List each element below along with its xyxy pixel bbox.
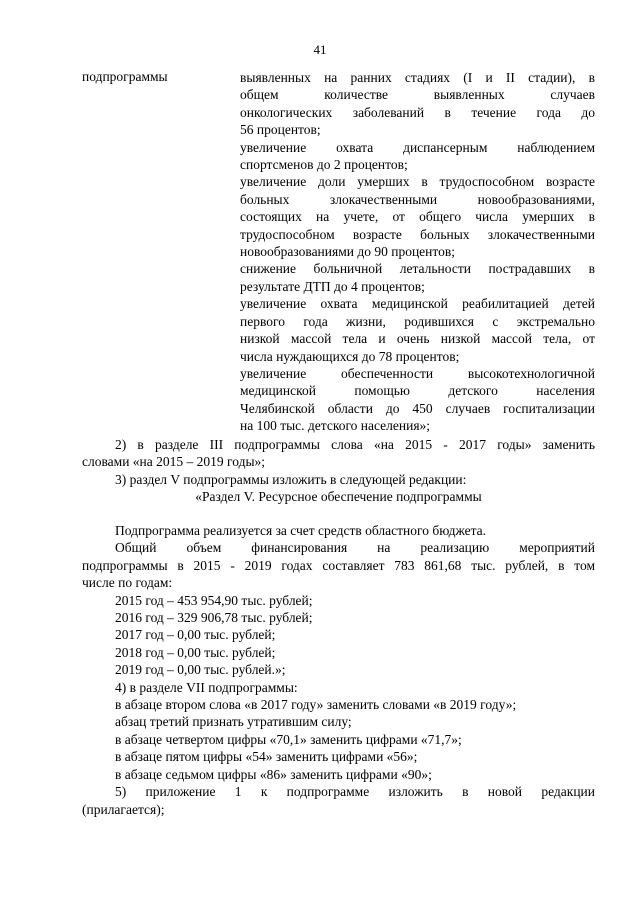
text-line: трудоспособном возрасте больных злокачественными — [240, 226, 595, 242]
text-line: 56 процентов; — [240, 122, 321, 138]
text-line: первого года жизни, родившихся с экстремально — [240, 313, 595, 329]
text-line: медицинской помощью детского населения — [240, 383, 595, 399]
paragraph-line: 2018 год – 0,00 тыс. рублей; — [115, 644, 276, 660]
paragraph-line: числе по годам: — [82, 575, 173, 591]
paragraph-line: словами «на 2015 – 2019 годы»; — [82, 454, 266, 470]
text-line: увеличение обеспеченности высокотехнологичной — [240, 365, 595, 381]
paragraph-line: Общий объем финансирования на реализацию мероприятий — [115, 540, 595, 556]
paragraph-line: 2016 год – 329 906,78 тыс. рублей; — [115, 610, 313, 626]
paragraph-line: 5) приложение 1 к подпрограмме изложить в новой редакции — [115, 784, 595, 800]
paragraph-line: Подпрограмма реализуется за счет средств областного бюджета. — [115, 523, 487, 538]
left-column-label: подпрограммы — [82, 69, 168, 84]
paragraph-line: в абзаце четвертом цифры «70,1» заменить цифрами «71,7»; — [115, 731, 462, 747]
text-line: общем количестве выявленных случаев — [240, 87, 595, 103]
text-line: онкологических заболеваний в течение года до — [240, 104, 595, 120]
amendment-block-2 — [82, 522, 595, 818]
paragraph-line: в абзаце пятом цифры «54» заменить цифрами «56»; — [115, 749, 418, 765]
text-line: выявленных на ранних стадиях (I и II стадии), в — [240, 70, 595, 85]
paragraph-line: абзац третий признать утратившим силу; — [115, 714, 352, 730]
text-line: увеличение охвата медицинской реабилитацией детей — [240, 296, 595, 312]
page-number: 41 — [313, 42, 327, 57]
paragraph-line: 2017 год – 0,00 тыс. рублей; — [115, 627, 276, 643]
paragraph-line: в абзаце седьмом цифры «86» заменить цифрами «90»; — [115, 766, 432, 782]
text-line: низкой массой тела и очень низкой массой тела, от — [240, 331, 595, 347]
section-heading: «Раздел V. Ресурсное обеспечение подпрограммы — [195, 489, 482, 504]
paragraph-line: (прилагается); — [82, 801, 165, 817]
text-line: увеличение охвата диспансерным наблюдением — [240, 139, 595, 155]
text-line: больных злокачественными новообразованиями, — [240, 191, 595, 207]
paragraph-line: 2015 год – 453 954,90 тыс. рублей; — [115, 592, 313, 608]
paragraph-line: 2019 год – 0,00 тыс. рублей.»; — [115, 662, 286, 678]
paragraph-line: 4) в разделе VII подпрограммы: — [115, 679, 298, 695]
text-line: снижение больничной летальности пострадавших в — [240, 261, 595, 277]
paragraph-line: в абзаце втором слова «в 2017 году» заменить словами «в 2019 году»; — [115, 697, 517, 713]
text-line: спортсменов до 2 процентов; — [240, 157, 408, 173]
text-line: увеличение доли умерших в трудоспособном возрасте — [240, 174, 595, 190]
right-column-text — [240, 69, 595, 435]
text-line: результате ДТП до 4 процентов; — [240, 278, 425, 294]
text-line: новообразованиями до 90 процентов; — [240, 244, 455, 260]
text-line: состоящих на учете, от общего числа умерших в — [240, 209, 595, 225]
paragraph-line: подпрограммы в 2015 - 2019 годах составляет 783 861,68 тыс. рублей, в том — [82, 557, 595, 573]
amendment-block-1 — [82, 436, 595, 488]
paragraph-line: 2) в разделе III подпрограммы слова «на 2015 - 2017 годы» заменить — [115, 437, 595, 452]
text-line: на 100 тыс. детского населения»; — [240, 418, 431, 434]
paragraph-line: 3) раздел V подпрограммы изложить в следующей редакции: — [115, 471, 467, 487]
text-line: числа нуждающихся до 78 процентов; — [240, 348, 460, 364]
text-line: Челябинской области до 450 случаев госпитализации — [240, 400, 595, 416]
